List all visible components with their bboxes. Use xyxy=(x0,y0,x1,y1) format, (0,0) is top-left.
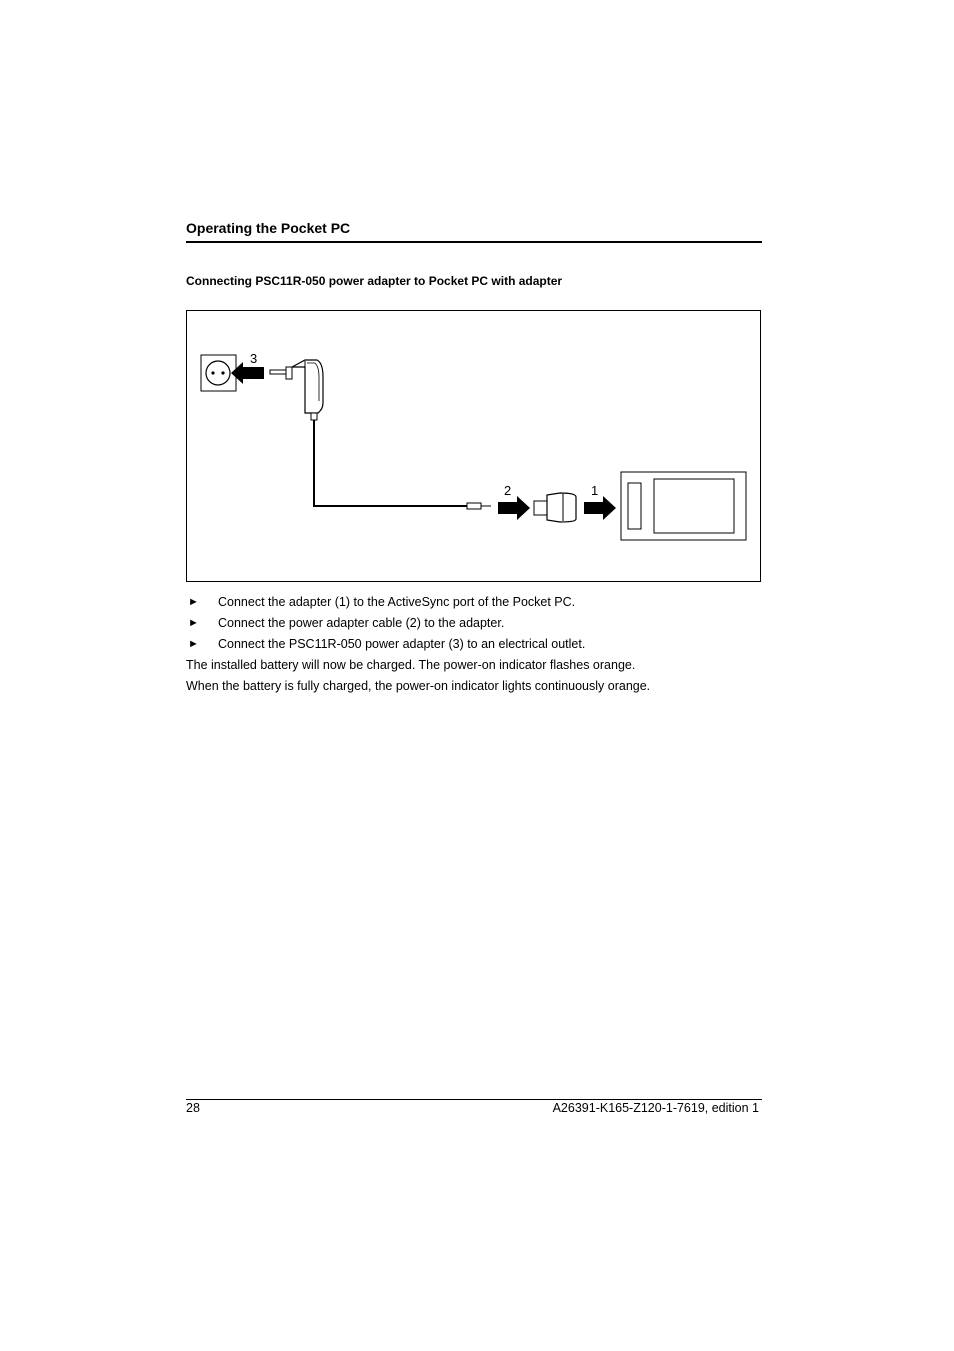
connection-diagram xyxy=(186,310,761,582)
section-heading: Connecting PSC11R-050 power adapter to Pocket PC with adapter xyxy=(186,274,563,288)
page-header-title: Operating the Pocket PC xyxy=(186,220,351,236)
step-text: Connect the adapter (1) to the ActiveSync port of the Pocket PC. xyxy=(218,595,576,609)
step-text: Connect the PSC11R-050 power adapter (3) to an electrical outlet. xyxy=(218,637,586,651)
footer-divider xyxy=(186,1099,762,1100)
page-number: 28 xyxy=(186,1101,200,1115)
connection-diagram-svg xyxy=(187,311,760,581)
document-id: A26391-K165-Z120-1-7619, edition 1 xyxy=(552,1101,759,1115)
arrow-right-icon xyxy=(498,496,530,520)
power-adapter-icon xyxy=(270,360,323,420)
outlet-step-label: 3 xyxy=(250,351,258,366)
cable-plug-icon xyxy=(467,503,491,509)
pocket-pc-icon xyxy=(621,472,746,540)
fully-charged-paragraph: When the battery is fully charged, the power-on indicator lights continuously orange. xyxy=(186,679,651,693)
adapter-step-label: 1 xyxy=(591,483,599,498)
charging-paragraph: The installed battery will now be charged. The power-on indicator flashes orange. xyxy=(186,658,636,672)
bullet-arrow-icon: ► xyxy=(188,596,199,608)
activesync-adapter-icon xyxy=(534,493,576,522)
step-text: Connect the power adapter cable (2) to the adapter. xyxy=(218,616,505,630)
arrow-right-icon xyxy=(584,496,616,520)
wall-outlet-icon xyxy=(201,355,236,391)
power-cable xyxy=(314,420,467,506)
bullet-arrow-icon: ► xyxy=(188,638,199,650)
bullet-arrow-icon: ► xyxy=(188,617,199,629)
header-divider xyxy=(186,241,762,243)
cable-step-label: 2 xyxy=(504,483,512,498)
